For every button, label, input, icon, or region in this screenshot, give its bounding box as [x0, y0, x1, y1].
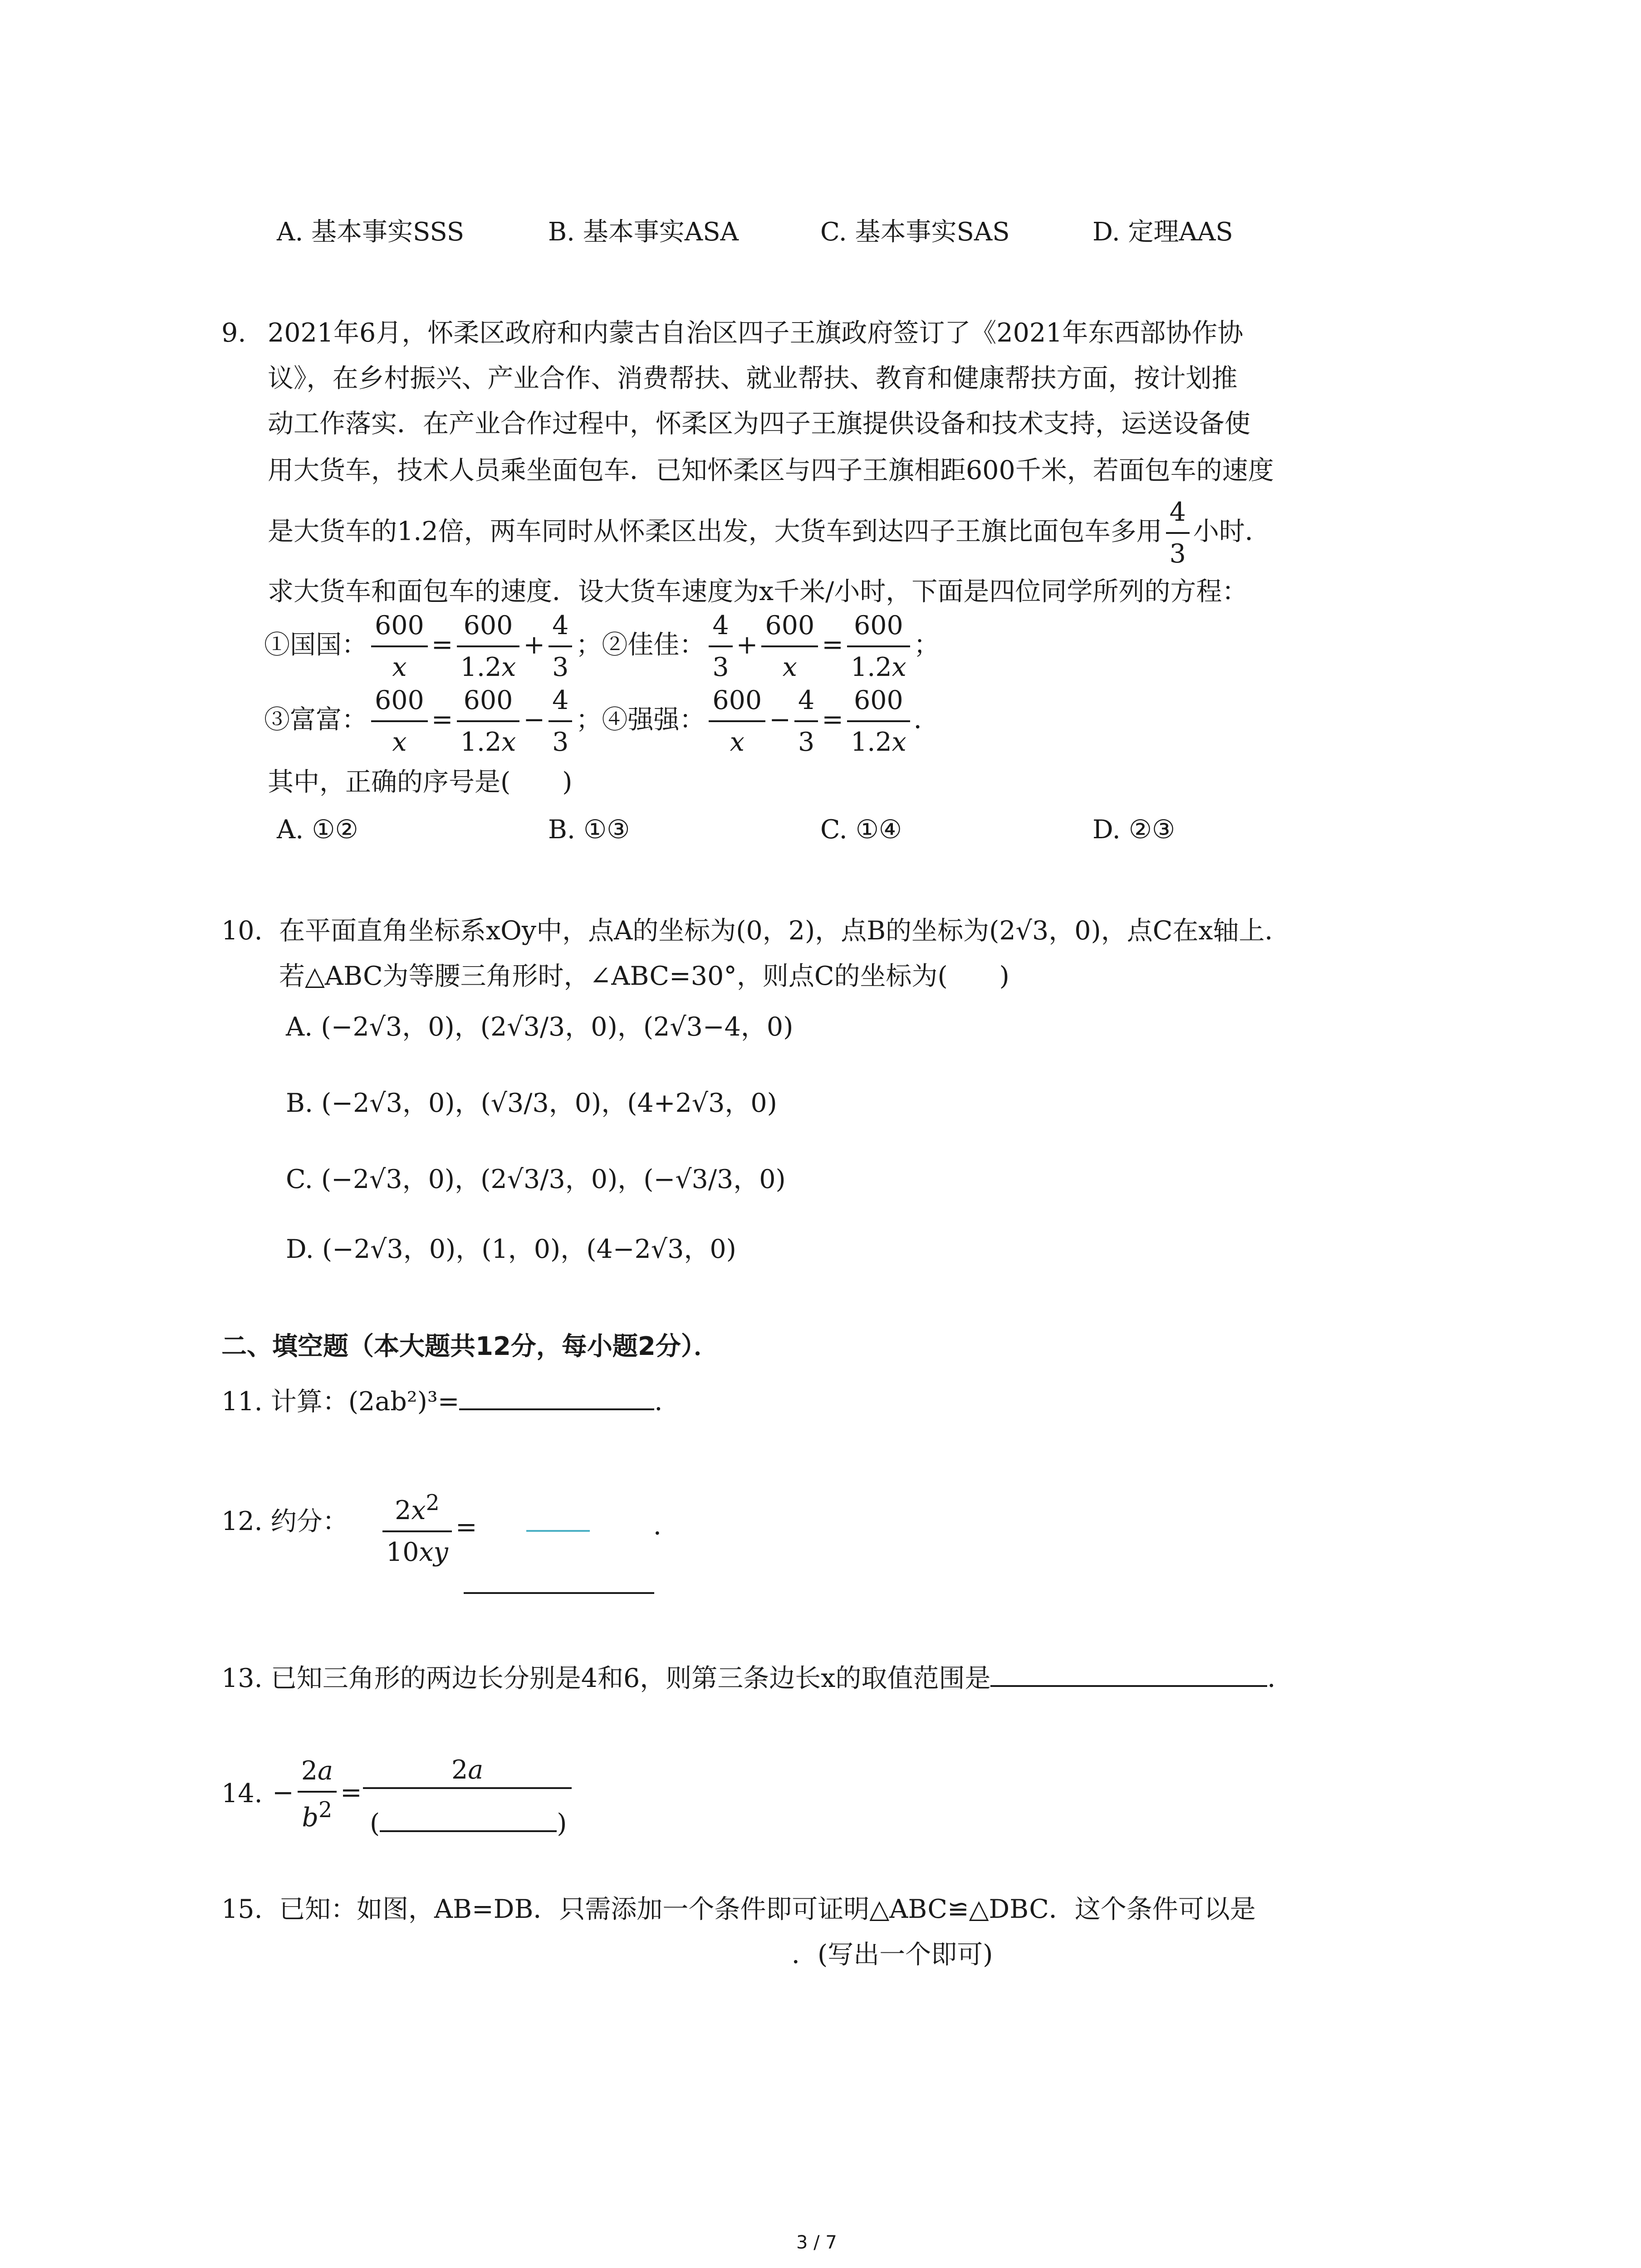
q14-answer-blank[interactable] — [380, 1808, 557, 1832]
q9-line6: 求大货车和面包车的速度．设大货车速度为x千米/小时，下面是四位同学所列的方程： — [268, 577, 1248, 606]
q9-option-c: C. ①④ — [820, 815, 902, 845]
q9-option-d: D. ②③ — [1092, 815, 1176, 845]
q8-option-d: D. 定理AAS — [1092, 217, 1233, 247]
q15-line2: ．(写出一个即可) — [792, 1940, 993, 1970]
q10-option-d: D. (−2√3，0)，(1，0)，(4−2√3，0) — [286, 1234, 736, 1264]
q12-answer-blank[interactable] — [464, 1592, 654, 1594]
q8-option-a: A. 基本事实SSS — [277, 217, 465, 247]
q10-number: 10. — [221, 916, 263, 946]
q9-line1: 2021年6月，怀柔区政府和内蒙古自治区四子王旗政府签订了《2021年东西部协作协 — [268, 318, 1244, 348]
q12-fraction: $\frac{2x^2}{10xy}$ = — [379, 1490, 477, 1568]
q13-answer-blank[interactable] — [990, 1660, 1267, 1687]
q14-lhs: − $\frac{2a}{b^2}$ = — [272, 1756, 362, 1833]
q15-line1: 已知：如图，AB=DB．只需添加一个条件即可证明△ABC≌△DBC．这个条件可以是 — [279, 1894, 1256, 1924]
page-number: 3 / 7 — [796, 2232, 837, 2253]
q9-option-b: B. ①③ — [548, 815, 630, 845]
fraction-4-3: $\frac{4}{3}$ — [1166, 497, 1190, 570]
q15-number: 15. — [221, 1894, 263, 1924]
q14-rhs-fraction-line — [363, 1787, 572, 1789]
q8-option-b: B. 基本事实ASA — [548, 217, 739, 247]
q12-fraction-line — [526, 1530, 590, 1532]
q12: 12. 约分： — [221, 1506, 348, 1536]
q9-line3: 动工作落实．在产业合作过程中，怀柔区为四子王旗提供设备和技术支持，运送设备使 — [268, 409, 1250, 439]
section-2-heading: 二、填空题（本大题共12分，每小题2分）． — [221, 1332, 719, 1361]
q8-option-c: C. 基本事实SAS — [820, 217, 1010, 247]
q10-line2: 若△ABC为等腰三角形时，∠ABC=30°，则点C的坐标为( ) — [279, 961, 1009, 991]
q14-rhs-numerator: 2a — [451, 1755, 484, 1785]
q14-rhs-denominator: ( ) — [370, 1809, 567, 1838]
q9-question: 其中，正确的序号是( ) — [268, 767, 573, 797]
q10-option-a: A. (−2√3，0)，(2√3/3，0)，(2√3−4，0) — [286, 1012, 794, 1042]
q9-line5: 是大货车的1.2倍，两车同时从怀柔区出发，大货车到达四子王旗比面包车多用 $\frac{4}{3}$ 小时． — [268, 497, 1271, 569]
q9-line4: 用大货车，技术人员乘坐面包车．已知怀柔区与四子王旗相距600千米，若面包车的速度 — [268, 455, 1274, 485]
q9-equation-3-4: ③富富： $\frac{600}{x}$ = $\frac{600}{1.2x}$ − $\frac{4}{3}$ ；④强强： $\frac{600}{x}$ − $\frac{4}{3}$ = $\frac{600}{1.2x}$ ． — [264, 685, 940, 758]
q9-equation-1-2: ①国国： $\frac{600}{x}$ = $\frac{600}{1.2x}$ + $\frac{4}{3}$ ；②佳佳： $\frac{4}{3}$ + $\frac{600}{x}$ = $\frac{600}{1.2x}$ ； — [264, 611, 940, 683]
q13: 13. 已知三角形的两边长分别是4和6，则第三条边长x的取值范围是 ． — [221, 1660, 1293, 1694]
q11: 11. 计算：(2ab²)³= ． — [221, 1383, 680, 1417]
q10-option-c: C. (−2√3，0)，(2√3/3，0)，(−√3/3，0) — [286, 1164, 786, 1194]
q9-number: 9. — [221, 318, 246, 348]
q10-line1: 在平面直角坐标系xOy中，点A的坐标为(0，2)，点B的坐标为(2√3，0)，点C在x轴上． — [279, 916, 1291, 946]
q12-period: ． — [653, 1511, 679, 1541]
q9-line2: 议》，在乡村振兴、产业合作、消费帮扶、就业帮扶、教育和健康帮扶方面，按计划推 — [268, 363, 1238, 393]
q10-option-b: B. (−2√3，0)，(√3/3，0)，(4+2√3，0) — [286, 1088, 777, 1118]
q11-answer-blank[interactable] — [459, 1383, 654, 1410]
q14: 14. — [221, 1779, 263, 1809]
q9-option-a: A. ①② — [277, 815, 358, 845]
